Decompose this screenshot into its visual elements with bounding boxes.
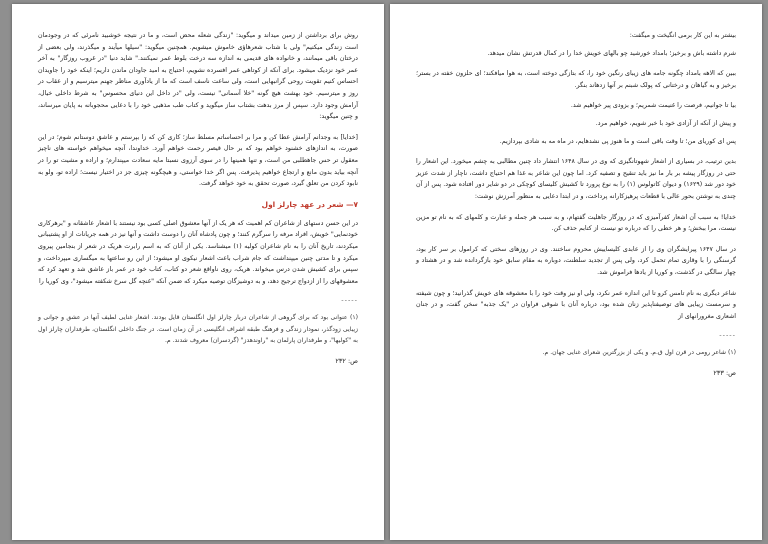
body-paragraph: روش برای برداشتن از زمین میداند و میگوید: "زندگی شعله محض است، و ما در نتیجه خوشبید نامرئی که در وجودمان است زندگی میکنیم" ولی با شتاب شعرهاؤی خاموش میشویم. همچنین میگوید: "سیلها میآیند و میگذرند، ولی بعضی از درختان باقی میمانند، و خانواده های قدیمی به اندازه سه درخت بلوط عمر نمیکنند." شاید دنیا "در غروب روزگار" به آخر عمر خود نزدیک میشود. برای آنکه از کوتاهی عمر افسرده نشویم، احتیاج به امید جاودان ماندن داریم؛ اینکه خود را جاویدان احساس کنیم تقویت روحی گرانبهایی است، ولی ساعت ناسف است که ما از یادآوری مناظر جهنم میترسیم و از عقاب در روز و میترسیم. خود بهشت هیچ گونه "خلا آسمانی" نیست، ولی "در داخل این دنیای محسوس" به شرط داخلی خیال، آرامش وجود دارد. سپس از مرز بدهت بشتاب ساز میگوید و کتاب طب مذهبی خود را با دعایی محجوبانه به پایان میرساند، و چنین میگوید:: [38, 32, 358, 121]
page-233-content: [416, 30, 736, 377]
poem-stanza: بیا تا جوانیم، فرصت را غنیمت شمریم؛ و بزودی پیر خواهیم شد.: [570, 102, 736, 110]
page-232: [12, 4, 384, 540]
footnote: (۱) شاعر رومی در قرن اول ق.م. و یکی از بزرگترین شعرای غنایی جهان. م.: [542, 349, 736, 357]
poem-stanza: و پیش از آنکه از آزادی خود با خبر شویم، خواهیم مرد.: [595, 119, 736, 127]
footnote-separator: -----: [341, 296, 358, 305]
page-number: ص: ۲۳۳: [713, 368, 736, 377]
body-paragraph: در سال ۱۶۴۷ پیرایشگران وی را از عابدی کلیساییش محروم ساختند. وی در روزهای سختی که کرامول بر سر کار بود، گرسنگی را با وقاری تمام تحمل کرد، ولی پس از تجدید سلطنت، دوباره به مقام سابق خود بازگردانده شد و در هشتاد و چهار سالگی در گذشت، و کوریا از یادها فراموش شد.: [416, 245, 736, 276]
body-paragraph: بدین ترتیب، در بسیاری از اشعار شهوتانگیزی که وی در سال ۱۶۴۸ انتشار داد چنین مطالبی به چشم میخورد. این اشعار را حتی در روزگار پیشه بر بار ما نیز باید تنقیح و تصفیه کرد. اما چون این شاعر به غذا هم احتیاج داشت، ناچار از شدت عزیز خود دور شد (۱۶۲۹) و دیوان کاتولوس (۱) را به نوع پرورد تا کشیش کلیسای کوچکی در دو شایر دور افتاده شود. پس از آن چندی به نوشتن بحور عالی با قطعات پرهیزکارانه پرداخت، و در ابتدا دعایی به منظور آمرزش نوشت:: [416, 158, 736, 200]
footnote: (۱) عنوانی بود که برای گروهی از شاعران دربار چارلز اول انگلستان قایل بودند. اشعار غنایی لطیف آنها در عشق و جوانی و زیبایی زودگذر، نمودار زندگی و فرهنگ طبقه اشراف انگلیسی در آن زمان است. در جنگ داخلی انگلستان، طرفداران چارلز اول به "کولیها"، و طرفداران پارلمان به "راوندهدز" (گردسران) معروف شدند. م.: [38, 314, 358, 345]
quoted-prayer: خدایا! به سبب آن اشعار کفرآمیزی که در روزگار جاهلیت گفتهام، و به سبب هر جمله و عبارت و کلمهای که به نام تو مزین نیست، مرا ببخش؛ و هر خطی را که درباره تو نیست از کتابم حذف کن.: [416, 213, 736, 233]
page-233: [390, 4, 762, 540]
body-paragraph: شاعر دیگری به نام تامس کرو تا این اندازه عمر نکرد، ولی او نیز وقت خود را با معشوقه های خویش گذرانید؛ و چون شیفته و سرمست زیبایی های توصیفناپذیر زنان شده بود، درباره آنان با شوقی فراوان در "یک جذبه" سخن گفت، و در جنان اشعاری مغرورانهای از: [416, 289, 736, 320]
poem-stanza: شرم داشته باش و برخیز؛ بامداد خورشید چو بالهای خویش خدا را در کمال قدرتش نشان میدهد.: [487, 49, 736, 57]
body-paragraph: در این حسن دستهای از شاعران کم اهمیت که هر یک از آنها معشوق اصلی کسی بود نیستند با اشعار عاشقانه و "برهرکاری خودنمایی" خویش، افراد مرفه را سرگرم کنند؛ و چون پادشاه آنان را دوست داشت و آنها نیز در همه جریانات از او پشتیبانی میکردند، تاریخ آنان را به نام شاعران کولیه (۱) میشناسد. یکی از آنان که به اسم رابرت هریک در شعر از بنجامین پیروی میکرد و تا مدتی چنین میپنداشت که جام شراب باعث اشعار نیکوی او میشود؛ از این رو ساعتها به میگساری میپرداخت، و سپس برای کشیش شدن درس میخواند. هریک، روی ناواقع شعر دو کتاب، کتاب خود در عمر باز عاشق شد و تعهد کرد که معشوقهای را از ازدواج ترجیح دهد، و به دوشیزگان توصیه میکرد که ضمن آنکه "غنچه گل سرخ شکفته میشود"، وی کوریا را: [38, 219, 358, 285]
body-paragraph: [خدایا] به وجدانم آرامش عطا کن و مرا بر احساساتم مسلط ساز؛ کاری کن که زا بپرستم و عاشق دوستانم شوم؛ در این صورت، به اندازهای خشنود خواهم بود که بر حال قیصر رحمت خواهم آورد. خداوندا، آنچه میخواهم خواسته های ناچیز معقول تر حس جاهطلبی من است، و تنها همینها را در سوی آرزوی نسبتا مایه سعادت میپندارم؛ و اراده و مشیت تو را در آنچه بیاید بدون مانع و ارتجاع خواهیم پذیرفت. پس اگر خدا خواستی، و هیچگونه چیزی جز در اختیار نیست؛ اراده تو، ولو به نابود کردن من تعلق گیرد، صورت تحقق به خود خواهد گرفت.: [38, 133, 358, 188]
body-paragraph: بیشتر به این کار برمی انگیخت و میگفت:: [629, 32, 736, 39]
footnote-separator: -----: [719, 331, 736, 340]
poem-stanza: ببین که الاهه بامداد چگونه جامه های زیبای رنگین خود را، که بتازگی دوخته است، به هوا میافکند؛ ای حلزون خفته در بستر؛ برخیز و به گیاهان و درختانی که پولک شبنم بر آنها زدهاند بنگر.: [416, 70, 736, 89]
page-number: ص: ۲۳۲: [335, 356, 358, 365]
page-232-content: [38, 30, 358, 365]
section-heading: ۷— شعر در عهد چارلز اول: [261, 199, 358, 209]
poem-stanza: پس ای کوریای من؛ تا وقت باقی است و ما هنوز پی نشدهایم، در ماه مه به شادی بپردازیم.: [499, 137, 736, 145]
